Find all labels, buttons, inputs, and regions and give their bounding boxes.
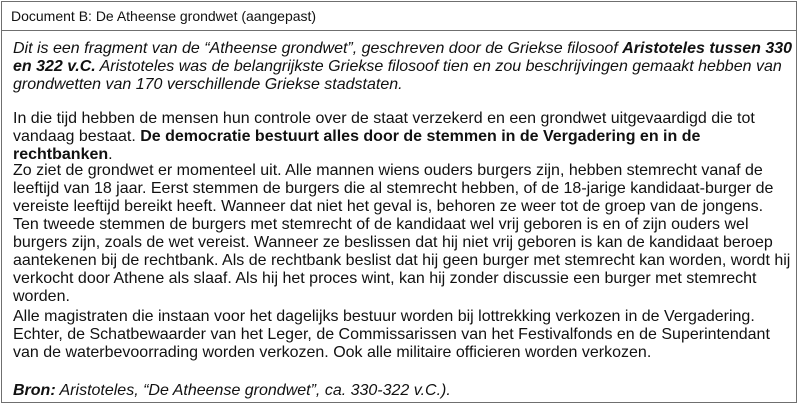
democracy-emphasis: De democratie bestuurt alles door de stemmen in de Vergadering en in de rechtbanken: [13, 128, 701, 163]
document-title-text: Document B: De Atheense grondwet (aangepast): [11, 8, 317, 24]
source-label: Bron:: [13, 382, 56, 399]
intro-author-dates: Aristoteles tussen 330 en 322 v.C.: [13, 40, 793, 75]
source-line: [13, 382, 793, 400]
democracy-text: In die tijd hebben de mensen hun controle over de staat verzekerd en een grondwet uitgevaardigd die tot vandaag bestaat.: [13, 110, 755, 145]
citizenship-paragraph: Zo ziet de grondwet er momenteel uit. Alle mannen wiens ouders burgers zijn, hebben stemrecht vanaf de leeftijd van 18 jaar. Eerst stemmen de burgers die al stemrecht hebben, of de 18-jarige kandidaat-burger de vereiste leeftijd bereikt heeft. Wanneer dat niet het geval is, behoren ze weer tot de groep van de jongens. Ten tweede stemmen de burgers met stemrecht of de kandidaat wel vrij geboren is en of zijn ouders wel burgers zijn, zoals de wet vereist. Wanneer ze beslissen dat hij niet vrij geboren is kan de kandidaat beroep aantekenen bij de rechtbank. Als de rechtbank beslist dat hij geen burger met stemrecht kan worden, wordt hij verkocht door Athene als slaaf. Als hij het proces wint, kan hij zonder discussie een burger met stemrecht worden.: [13, 162, 791, 305]
intro-part1: Dit is een fragment van de “Atheense grondwet”, geschreven door de Griekse filosoof: [13, 40, 623, 57]
intro-part2: Aristoteles was de belangrijkste Griekse filosoof tien en zou beschrijvingen gemaakt hebben van grondwetten van 170 verschillende Griekse stadstaten.: [13, 58, 782, 93]
source-text: Aristoteles, “De Atheense grondwet”, ca. 330-322 v.C.).: [55, 382, 451, 399]
document-title: [2, 2, 796, 31]
intro-paragraph: [13, 40, 793, 94]
democracy-end: .: [108, 146, 113, 163]
democracy-paragraph: [13, 110, 793, 164]
magistrates-paragraph: Alle magistraten die instaan voor het dagelijks bestuur worden bij lottrekking verkozen in de Vergadering. Echter, de Schatbewaarder van het Leger, de Commissarissen van het Festivalfonds en de Superintendant van de waterbevoorrading worden verkozen. Ook alle militaire officieren worden verkozen.: [13, 308, 770, 361]
document-box: [1, 1, 797, 403]
